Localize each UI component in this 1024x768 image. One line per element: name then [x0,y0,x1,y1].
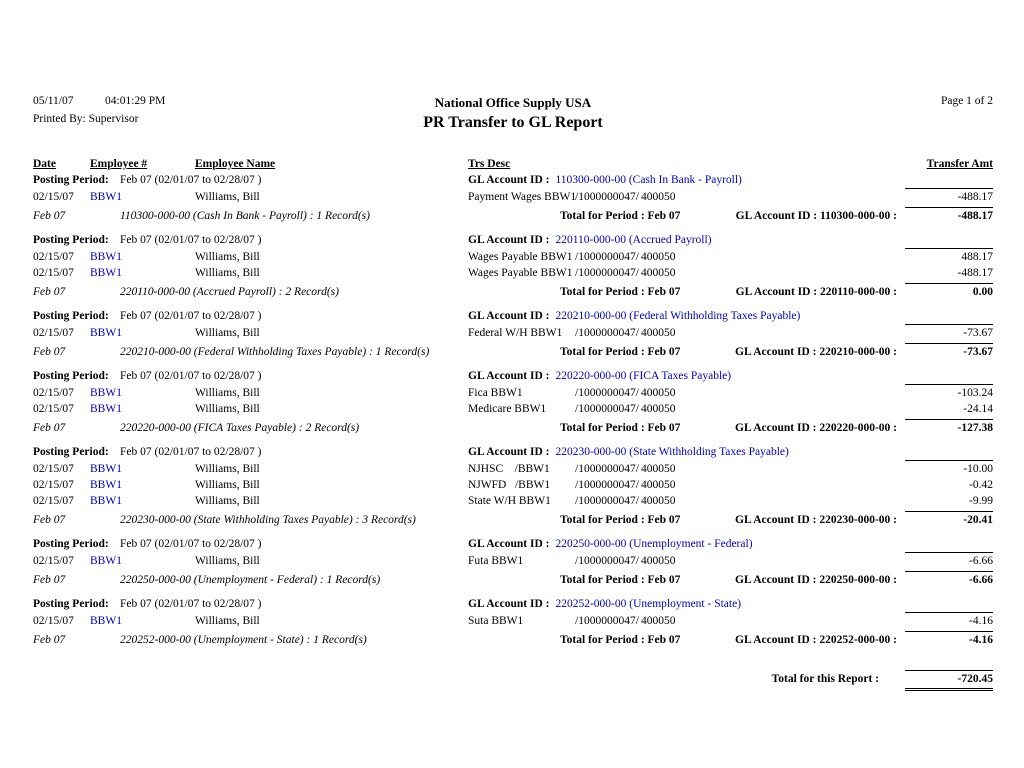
transfer-row [33,324,993,341]
row-employee-cell [90,189,195,205]
gl-account-id-label: GL Account ID : [468,598,550,610]
total-for-period [560,512,680,528]
posting-period-row [33,172,993,188]
employee-link[interactable]: BBW1 [90,191,122,203]
trs-desc: Federal W/H BBW1 [468,327,563,339]
summary-period: Feb 07 [33,422,66,434]
section-rows [33,460,993,509]
section-total-row [33,341,993,360]
posting-period-label: Posting Period: [33,446,109,458]
col-employee-name-cell [195,156,468,172]
section-total-amount: -4.16 [905,631,993,648]
sections [33,172,993,648]
row-date: 02/15/07 [33,267,74,279]
transfer-amt-cell [881,552,993,569]
transfer-row [33,612,993,629]
employee-link[interactable]: BBW1 [90,463,122,475]
employee-name: Williams, Bill [195,615,260,627]
transfer-row [33,265,993,281]
posting-period-label: Posting Period: [33,174,109,186]
gl-section [33,368,993,436]
total-for-period [560,632,680,648]
employee-name: Williams, Bill [195,267,260,279]
employee-link[interactable]: BBW1 [90,327,122,339]
total-for-period [560,572,680,588]
section-total-row [33,417,993,436]
trs-account: 400050 [641,327,676,339]
posting-period-label: Posting Period: [33,234,109,246]
trs-ref: /1000000047/ [575,615,639,627]
row-employee-cell [90,477,195,493]
section-total-amount: -73.67 [905,343,993,360]
employee-name: Williams, Bill [195,387,260,399]
transfer-row [33,248,993,265]
section-total-amount: -20.41 [905,511,993,528]
row-employee-cell [90,265,195,281]
posting-period-row [33,596,993,612]
total-account-label: GL Account ID : 220250-000-00 : [735,574,897,586]
trs-ref: /1000000047/ [575,251,639,263]
section-rows [33,552,993,569]
summary-text: 220210-000-00 (Federal Withholding Taxes Payable) : 1 Record(s) [120,346,430,358]
column-headers [33,156,993,172]
trs-desc: NJWFD /BBW1 [468,479,551,491]
employee-link[interactable]: BBW1 [90,403,122,415]
employee-link[interactable]: BBW1 [90,615,122,627]
total-account-label: GL Account ID : 110300-000-00 : [735,210,897,222]
transfer-row [33,552,993,569]
total-for-period-label: Total for Period : [560,346,645,358]
trs-desc-cell [468,325,881,341]
posting-period-row [33,368,993,384]
gl-section [33,596,993,648]
employee-name: Williams, Bill [195,463,260,475]
gl-section [33,536,993,588]
trs-account: 400050 [641,495,676,507]
total-for-period [560,208,680,224]
trs-desc-cell [468,493,881,509]
section-rows [33,188,993,205]
posting-period-value: Feb 07 (02/01/07 to 02/28/07 ) [120,234,262,246]
gl-account-link[interactable]: 220110-000-00 (Accrued Payroll) [555,234,712,246]
transfer-amt-cell [881,493,993,509]
section-rows [33,324,993,341]
gl-account-id-label: GL Account ID : [468,234,550,246]
total-for-period-label: Total for Period : [560,514,645,526]
gl-account-link[interactable]: 220250-000-00 (Unemployment - Federal) [555,538,753,550]
employee-name: Williams, Bill [195,479,260,491]
transfer-amt-cell [881,384,993,401]
trs-desc: Suta BBW1 [468,615,524,627]
total-for-period-value: Feb 07 [647,286,681,298]
row-date: 02/15/07 [33,495,74,507]
employee-link[interactable]: BBW1 [90,267,122,279]
section-total-amount: -127.38 [905,419,993,436]
col-transfer-amt-cell [881,156,993,172]
trs-ref: /1000000047/ [575,387,639,399]
summary-text: 220252-000-00 (Unemployment - State) : 1 Record(s) [120,634,367,646]
transfer-amt-cell [881,401,993,417]
transfer-row [33,384,993,401]
transfer-amt-cell [881,324,993,341]
row-employee-cell [90,613,195,629]
print-date: 05/11/07 [33,95,74,107]
transfer-amt-cell [881,248,993,265]
trs-account: 400050 [641,463,676,475]
col-date-label: Date [33,158,56,170]
summary-period: Feb 07 [33,286,66,298]
trs-desc-cell [468,553,881,569]
section-total-amount: -488.17 [905,207,993,224]
posting-period-label: Posting Period: [33,538,109,550]
trs-desc: State W/H BBW1 [468,495,551,507]
report-header [33,95,993,132]
trs-desc-cell [468,477,881,493]
posting-period-label: Posting Period: [33,370,109,382]
transfer-amount: -488.17 [957,267,993,279]
trs-desc: Medicare BBW1 [468,403,547,415]
page-indicator: Page 1 of 2 [940,95,993,107]
total-for-period [560,420,680,436]
employee-name: Williams, Bill [195,251,260,263]
transfer-row [33,188,993,205]
trs-ref: /1000000047/ [575,191,639,203]
employee-link[interactable]: BBW1 [90,555,122,567]
trs-account: 400050 [641,387,676,399]
trs-account: 400050 [641,403,676,415]
employee-name: Williams, Bill [195,327,260,339]
trs-ref: /1000000047/ [575,555,639,567]
trs-desc-cell [468,401,881,417]
gl-account-link[interactable]: 220230-000-00 (State Withholding Taxes Payable) [555,446,789,458]
transfer-amount: 488.17 [905,248,993,265]
section-rows [33,248,993,281]
section-total-row [33,569,993,588]
row-employee-cell [90,325,195,341]
gl-account-link[interactable]: 220220-000-00 (FICA Taxes Payable) [555,370,732,382]
total-for-period-value: Feb 07 [647,514,681,526]
gl-section [33,172,993,224]
gl-account-link[interactable]: 220210-000-00 (Federal Withholding Taxes Payable) [555,310,801,322]
total-for-period [560,284,680,300]
total-for-period-label: Total for Period : [560,210,645,222]
trs-desc-cell [468,189,881,205]
trs-desc-cell [468,265,881,281]
print-time: 04:01:29 PM [105,95,166,107]
row-date: 02/15/07 [33,403,74,415]
gl-section [33,308,993,360]
row-employee-cell [90,493,195,509]
transfer-row [33,477,993,493]
posting-period-value: Feb 07 (02/01/07 to 02/28/07 ) [120,538,262,550]
summary-period: Feb 07 [33,514,66,526]
trs-account: 400050 [641,251,676,263]
posting-period-label: Posting Period: [33,310,109,322]
trs-desc-cell [468,613,881,629]
summary-period: Feb 07 [33,210,66,222]
summary-period: Feb 07 [33,634,66,646]
transfer-amount: -4.16 [905,612,993,629]
trs-desc-cell [468,385,881,401]
header-right [693,95,993,107]
row-employee-cell [90,249,195,265]
trs-desc: NJHSC /BBW1 [468,463,550,475]
summary-period: Feb 07 [33,574,66,586]
posting-period-row [33,308,993,324]
row-date: 02/15/07 [33,463,74,475]
report-title: PR Transfer to GL Report [423,114,603,131]
transfer-amount: -9.99 [969,495,993,507]
posting-period-value: Feb 07 (02/01/07 to 02/28/07 ) [120,310,262,322]
section-total-row [33,205,993,224]
col-trs-desc-label: Trs Desc [468,158,511,170]
transfer-row [33,460,993,477]
transfer-amount: -103.24 [905,384,993,401]
col-trs-desc-cell [468,156,881,172]
total-for-period-value: Feb 07 [647,346,681,358]
row-date: 02/15/07 [33,251,74,263]
transfer-row [33,493,993,509]
trs-desc: Fica BBW1 [468,387,523,399]
posting-period-value: Feb 07 (02/01/07 to 02/28/07 ) [120,598,262,610]
section-total-row [33,281,993,300]
employee-link[interactable]: BBW1 [90,479,122,491]
report-total-row [33,670,993,691]
total-for-period-value: Feb 07 [647,210,681,222]
employee-link[interactable]: BBW1 [90,251,122,263]
trs-account: 400050 [641,479,676,491]
total-account-label: GL Account ID : 220252-000-00 : [735,634,897,646]
transfer-amt-cell [881,265,993,281]
total-for-period-label: Total for Period : [560,286,645,298]
trs-desc: Wages Payable BBW1 [468,251,573,263]
summary-text: 110300-000-00 (Cash In Bank - Payroll) : 1 Record(s) [120,210,370,222]
row-date: 02/15/07 [33,479,74,491]
col-employee-number-cell [90,156,195,172]
transfer-amt-cell [881,188,993,205]
total-account-label: GL Account ID : 220110-000-00 : [735,286,897,298]
total-for-period [560,344,680,360]
section-total-row [33,629,993,648]
section-total-row [33,509,993,528]
total-for-period-label: Total for Period : [560,574,645,586]
trs-desc: Futa BBW1 [468,555,524,567]
row-date: 02/15/07 [33,555,74,567]
company-name: National Office Supply USA [434,95,592,110]
summary-text: 220110-000-00 (Accrued Payroll) : 2 Record(s) [120,286,339,298]
row-employee-cell [90,385,195,401]
gl-section [33,232,993,300]
transfer-amount: -24.14 [963,403,993,415]
row-date: 02/15/07 [33,387,74,399]
posting-period-label: Posting Period: [33,598,109,610]
employee-name: Williams, Bill [195,495,260,507]
gl-account-id-label: GL Account ID : [468,370,550,382]
section-rows [33,384,993,417]
transfer-amount: -73.67 [905,324,993,341]
summary-text: 220250-000-00 (Unemployment - Federal) : 1 Record(s) [120,574,381,586]
report-total-label: Total for this Report : [771,673,879,685]
trs-desc-cell [468,461,881,477]
col-transfer-amt-label: Transfer Amt [926,158,993,170]
gl-account-id-label: GL Account ID : [468,310,550,322]
trs-ref: /1000000047/ [575,403,639,415]
row-employee-cell [90,553,195,569]
section-total-amount: 0.00 [905,283,993,300]
total-for-period-value: Feb 07 [647,634,681,646]
transfer-amount: -488.17 [905,188,993,205]
trs-ref: /1000000047/ [575,267,639,279]
trs-account: 400050 [641,555,676,567]
trs-desc: Wages Payable BBW1 [468,267,573,279]
employee-name: Williams, Bill [195,403,260,415]
posting-period-value: Feb 07 (02/01/07 to 02/28/07 ) [120,370,262,382]
transfer-amount: -0.42 [969,479,993,491]
col-employee-name-label: Employee Name [195,158,276,170]
row-date: 02/15/07 [33,615,74,627]
report-total-amount: -720.45 [905,670,993,691]
row-date: 02/15/07 [33,327,74,339]
posting-period-row [33,232,993,248]
trs-account: 400050 [641,191,676,203]
trs-ref: /1000000047/ [575,463,639,475]
gl-section [33,444,993,528]
employee-link[interactable]: BBW1 [90,495,122,507]
trs-desc-cell [468,249,881,265]
total-account-label: GL Account ID : 220230-000-00 : [735,514,897,526]
trs-ref: /1000000047/ [575,495,639,507]
trs-desc: Payment Wages BBW1 [468,191,577,203]
total-for-period-value: Feb 07 [647,574,681,586]
header-center [333,95,693,132]
col-employee-number-label: Employee # [90,158,148,170]
total-account-label: GL Account ID : 220210-000-00 : [735,346,897,358]
transfer-amt-cell [881,477,993,493]
employee-name: Williams, Bill [195,555,260,567]
transfer-amt-cell [881,460,993,477]
posting-period-row [33,536,993,552]
gl-account-id-label: GL Account ID : [468,446,550,458]
summary-text: 220230-000-00 (State Withholding Taxes Payable) : 3 Record(s) [120,514,416,526]
col-date-cell [33,156,90,172]
row-date: 02/15/07 [33,191,74,203]
transfer-amount: -10.00 [905,460,993,477]
total-for-period-label: Total for Period : [560,634,645,646]
row-employee-cell [90,401,195,417]
posting-period-value: Feb 07 (02/01/07 to 02/28/07 ) [120,174,262,186]
section-rows [33,612,993,629]
gl-account-link[interactable]: 110300-000-00 (Cash In Bank - Payroll) [555,174,742,186]
trs-account: 400050 [641,615,676,627]
gl-account-link[interactable]: 220252-000-00 (Unemployment - State) [555,598,742,610]
header-left [33,95,333,125]
gl-account-id-label: GL Account ID : [468,174,550,186]
printed-by: Printed By: Supervisor [33,113,139,125]
transfer-amount: -6.66 [905,552,993,569]
posting-period-row [33,444,993,460]
total-account-label: GL Account ID : 220220-000-00 : [735,422,897,434]
print-datetime [33,95,333,107]
posting-period-value: Feb 07 (02/01/07 to 02/28/07 ) [120,446,262,458]
trs-ref: /1000000047/ [575,479,639,491]
trs-ref: /1000000047/ [575,327,639,339]
summary-text: 220220-000-00 (FICA Taxes Payable) : 2 Record(s) [120,422,360,434]
gl-account-id-label: GL Account ID : [468,538,550,550]
transfer-amt-cell [881,612,993,629]
total-for-period-label: Total for Period : [560,422,645,434]
summary-period: Feb 07 [33,346,66,358]
employee-link[interactable]: BBW1 [90,387,122,399]
employee-name: Williams, Bill [195,191,260,203]
total-for-period-value: Feb 07 [647,422,681,434]
transfer-row [33,401,993,417]
section-total-amount: -6.66 [905,571,993,588]
row-employee-cell [90,461,195,477]
trs-account: 400050 [641,267,676,279]
